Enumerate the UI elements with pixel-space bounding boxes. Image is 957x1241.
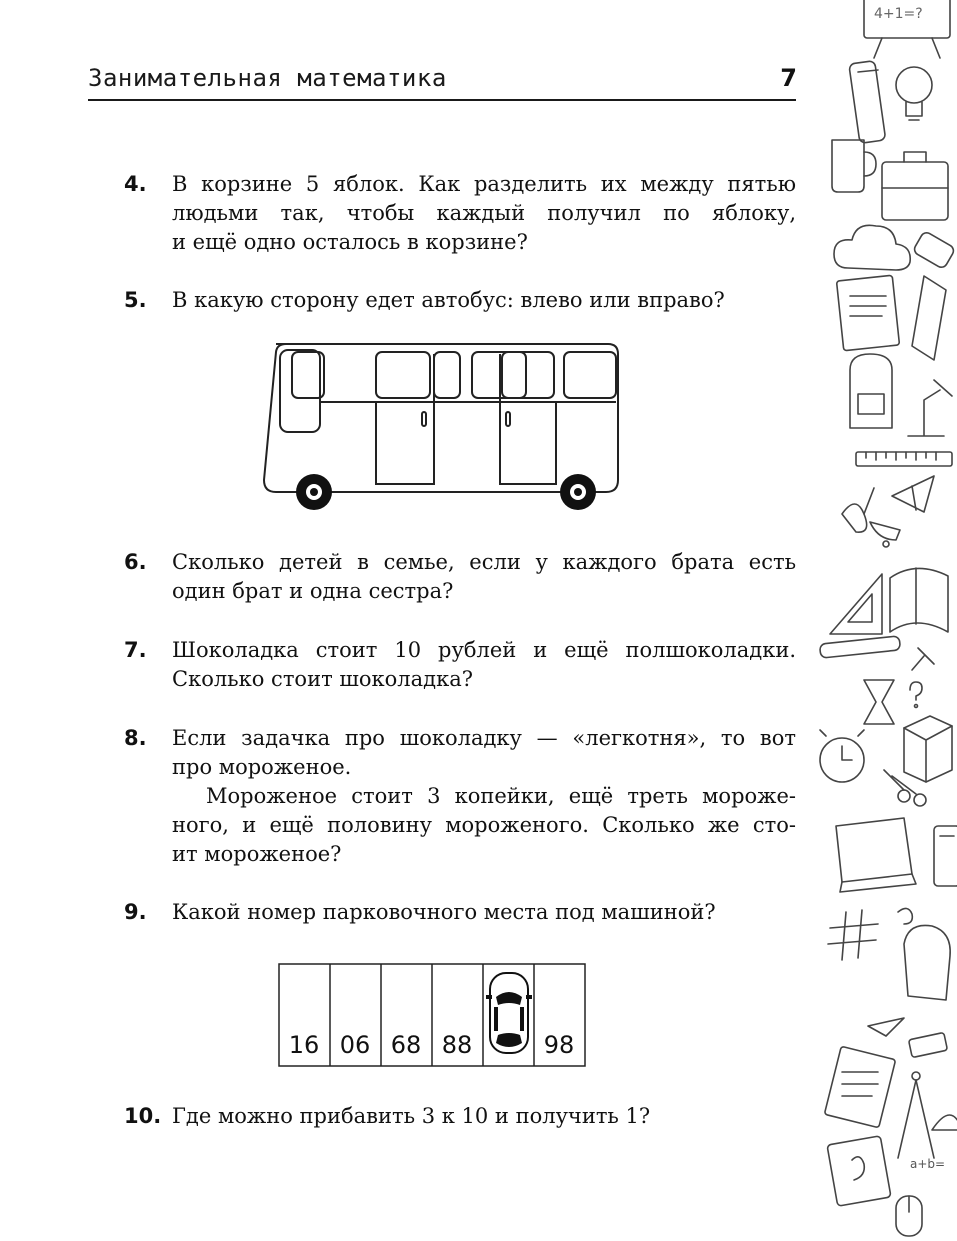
task-text [172, 1102, 796, 1131]
backpack-icon [904, 925, 950, 1000]
header-divider [88, 99, 796, 101]
task-text [172, 286, 796, 315]
question-mark-icon [910, 682, 922, 708]
marker-icon [819, 636, 900, 658]
bus-window [564, 352, 616, 398]
math-doodle-text: a+b= [910, 1157, 946, 1171]
task-7 [124, 636, 796, 694]
parking-spot-number: 06 [339, 1031, 371, 1059]
notepad-icon [824, 1046, 895, 1127]
task-number: 5. [124, 288, 147, 312]
task-number: 8. [124, 726, 147, 750]
bus-illustration [262, 340, 624, 512]
bus-wheel [296, 474, 332, 510]
chalkboard-icon [864, 0, 950, 58]
notebook-icon [836, 275, 899, 350]
task-line: про мороженое. [172, 755, 352, 779]
eraser-icon [912, 231, 955, 270]
cloud-icon [834, 225, 910, 270]
task-number: 9. [124, 900, 147, 924]
task-line: людьми так, чтобы каждый получил по яблоку, [172, 201, 796, 225]
bus-window [376, 352, 430, 398]
task-line: Шоколадка стоит 10 рублей и ещё полшоколадки. [172, 638, 796, 662]
task-number: 6. [124, 550, 147, 574]
task-number: 7. [124, 638, 147, 662]
ruler-icon [856, 452, 952, 466]
parking-spot-number: 88 [441, 1031, 473, 1059]
task-line: В какую сторону едет автобус: влево или вправо? [172, 288, 725, 312]
header-title: Занимательная математика [88, 64, 447, 92]
task-line: Если задачка про шоколадку — «легкотня», то вот [172, 726, 796, 750]
desk-lamp-icon [908, 380, 952, 436]
scissors-icon [884, 770, 926, 806]
set-square-icon [830, 574, 882, 634]
book-icon [890, 568, 948, 632]
hourglass-icon [864, 680, 894, 724]
task-line: Сколько стоит шоколадка? [172, 667, 473, 691]
task-10 [124, 1102, 796, 1131]
mug-icon [832, 140, 876, 192]
bow-icon [842, 488, 874, 532]
protractor-icon [932, 1115, 957, 1130]
task-8 [124, 724, 796, 869]
task-line: ит мороженое? [172, 842, 342, 866]
task-6 [124, 548, 796, 606]
task-line: ного, и ещё половину мороженого. Сколько же сто- [172, 813, 796, 837]
bus-window [502, 352, 554, 398]
bus-wheel [560, 474, 596, 510]
task-text [172, 724, 796, 869]
calculator-icon [934, 826, 957, 886]
task-line: Где можно прибавить 3 к 10 и получить 1? [172, 1104, 651, 1128]
briefcase-icon [882, 152, 948, 220]
task-line: В корзине 5 яблок. Как разделить их между пятью [172, 172, 796, 196]
lightbulb-icon [896, 67, 932, 120]
task-line: Какой номер парковочного места под машиной? [172, 900, 716, 924]
bus-window [280, 350, 320, 432]
task-line: Сколько детей в семье, если у каждого брата есть [172, 550, 796, 574]
board-text: 4+1=? [874, 6, 923, 22]
tic-tac-toe-icon [828, 910, 878, 960]
triangle-icon [892, 476, 934, 512]
task-4 [124, 170, 796, 257]
task-line: Мороженое стоит 3 копейки, ещё треть мороже- [206, 784, 796, 808]
task-line: и ещё одно осталось в корзине? [172, 230, 528, 254]
clock-icon [820, 730, 864, 782]
parking-spot-number: 16 [288, 1031, 320, 1059]
task-9 [124, 898, 796, 927]
spiral-icon [898, 908, 912, 924]
bell-icon [870, 522, 900, 547]
parking-diagram [278, 963, 586, 1067]
task-line: один брат и одна сестра? [172, 579, 454, 603]
mouse-icon [896, 1196, 922, 1236]
task-text [172, 548, 796, 606]
page-number: 7 [780, 64, 797, 92]
task-number: 10. [124, 1104, 162, 1128]
parking-spot-number: 68 [390, 1031, 422, 1059]
task-number: 4. [124, 172, 147, 196]
parking-spot-number: 98 [543, 1031, 575, 1059]
pushpin-icon [912, 648, 934, 670]
calendar-icon [827, 1136, 891, 1206]
doodle-border [812, 0, 957, 1241]
task-text [172, 898, 796, 927]
eraser-icon [909, 1032, 948, 1057]
diploma-icon [912, 276, 946, 360]
cube-icon [904, 716, 952, 782]
task-5 [124, 286, 796, 315]
task-text [172, 636, 796, 694]
bus-window [434, 352, 460, 398]
backpack-icon [850, 354, 892, 428]
task-text [172, 170, 796, 257]
bus-door [500, 402, 556, 484]
pencil-icon [849, 61, 886, 144]
laptop-icon [836, 818, 916, 892]
car-icon [486, 973, 532, 1053]
paper-plane-icon [868, 1018, 904, 1036]
compass-icon [898, 1072, 934, 1158]
